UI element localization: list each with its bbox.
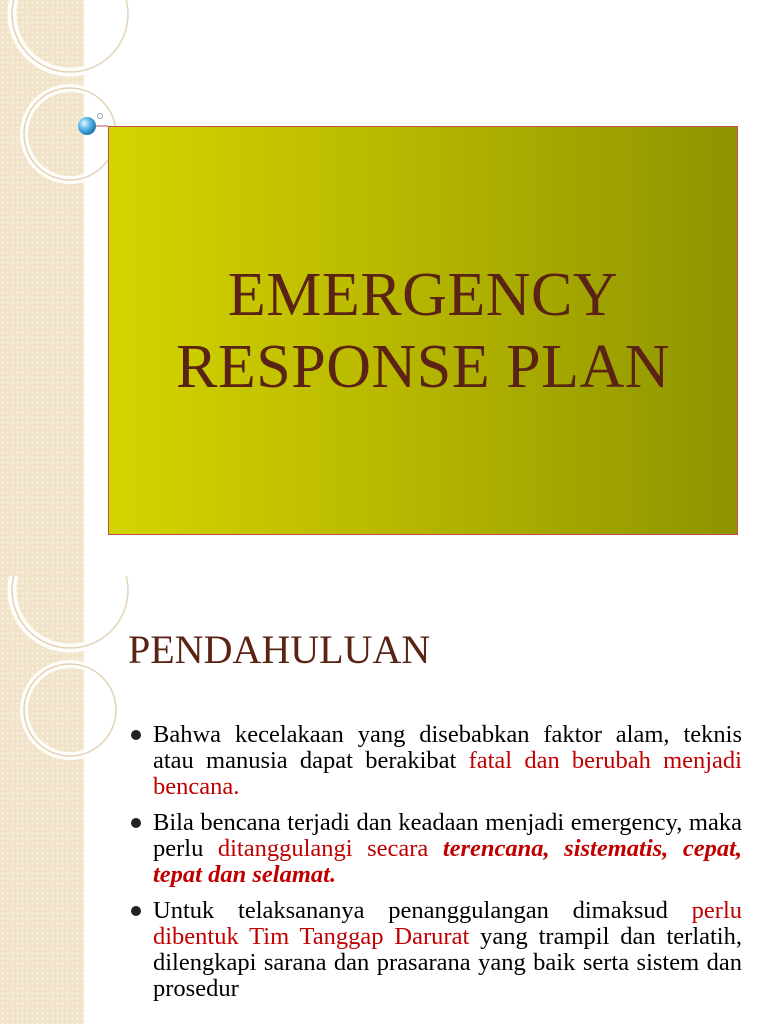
bullet-2-emphasis: terencana, sistematis, cepat, tepat dan selamat. bbox=[153, 835, 742, 888]
bullet-item-2 bbox=[130, 810, 742, 888]
bullet-3-text-after: yang trampil dan terlatih, dilengkapi sarana dan prasarana yang baik serta sistem dan prosedur bbox=[153, 923, 742, 1002]
decorative-side-strip bbox=[0, 0, 84, 576]
bullet-icon bbox=[131, 818, 141, 828]
bullet-1-text: Bahwa kecelakaan yang disebabkan faktor alam, teknis atau manusia dapat berakibat bbox=[153, 721, 742, 774]
bullet-2-text: Bila bencana terjadi dan keadaan menjadi emergency, maka perlu bbox=[153, 809, 742, 862]
bullet-item-1 bbox=[130, 722, 742, 800]
title-line-2: RESPONSE PLAN bbox=[176, 332, 670, 401]
bullet-3-highlight: perlu dibentuk Tim Tanggap Darurat bbox=[153, 897, 742, 950]
bullet-1-highlight: fatal dan berubah menjadi bencana. bbox=[153, 747, 742, 800]
decorative-side-strip bbox=[0, 576, 84, 1024]
slide-heading: PENDAHULUAN bbox=[128, 627, 431, 672]
bullet-icon bbox=[131, 730, 141, 740]
bullet-icon bbox=[131, 906, 141, 916]
bullet-list bbox=[130, 722, 742, 1012]
title-line-1: EMERGENCY bbox=[227, 260, 619, 329]
bullet-item-3 bbox=[130, 898, 742, 1002]
bullet-3-text: Untuk telaksananya penanggulangan dimaksud bbox=[153, 897, 692, 924]
bullet-2-highlight: ditanggulangi secara bbox=[217, 835, 443, 862]
content-slide bbox=[0, 576, 768, 1024]
title-box bbox=[108, 126, 738, 535]
